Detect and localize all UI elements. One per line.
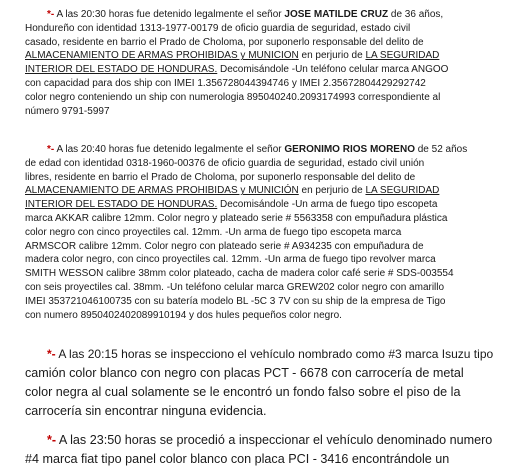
bullet-marker: *- <box>47 347 56 361</box>
text-segment: libres, residente en barrio el Prado de Choloma, por suponerlo responsable del delito de <box>25 171 416 183</box>
text-segment: madera color negro, con cinco proyectiles cal. 12mm. -Un arma de fuego tipo revolver marca <box>25 254 436 266</box>
underlined-text: LA SEGURIDAD <box>365 50 440 62</box>
underlined-text: ALMACENAMIENTO DE ARMAS PROHIBIDAS y MUNICIÓN <box>25 185 299 197</box>
bullet-marker: *- <box>47 433 57 447</box>
bullet-marker: *- <box>47 144 55 155</box>
text-segment: en perjurio de <box>298 185 366 197</box>
text-segment: con seis proyectiles cal. 38mm. -Un teléfono celular marca GREW202 color negro con amarillo <box>25 281 445 293</box>
underlined-text: INTERIOR DEL ESTADO DE HONDURAS. <box>25 64 218 76</box>
text-segment: de edad con identidad 0318-1960-00376 de oficio guardia de seguridad, estado civil unión <box>25 157 425 169</box>
text-segment: casado, residente en barrio el Prado de Choloma, por suponerlo responsable del delito de <box>25 36 424 48</box>
text-line <box>25 198 495 212</box>
text-line <box>25 8 495 22</box>
text-segment: carrocería sin encontrar ninguna evidencia. <box>25 404 267 418</box>
text-segment: IMEI 353721046100735 con su batería modelo BL -5C 3 7V con su ship de la empresa de Tigo <box>25 295 446 307</box>
underlined-text: INTERIOR DEL ESTADO DE HONDURAS. <box>25 199 218 211</box>
text-segment: marca AKKAR calibre 12mm. Color negro y plateado serie # 5563358 con empuñadura plástica <box>25 212 448 224</box>
text-segment: color negra al cual solamente se le encontró un fondo falso sobre el piso de la <box>25 385 461 399</box>
text-line <box>25 49 495 63</box>
text-segment: A las 20:40 horas fue detenido legalmente el señor <box>54 144 285 155</box>
text-segment: de 36 años, <box>388 9 444 20</box>
paragraph-detention-geronimo-rios-moreno <box>25 143 495 322</box>
text-line <box>25 309 495 323</box>
text-line <box>25 226 495 240</box>
text-segment: A las 20:15 horas se inspecciono el vehículo nombrado como #3 marca Isuzu tipo <box>55 347 494 361</box>
text-line <box>25 240 495 254</box>
text-line <box>25 431 495 450</box>
text-segment: SMITH WESSON calibre 38mm color plateado, cacha de madera color café serie # SDS-003554 <box>25 268 454 280</box>
underlined-text: ALMACENAMIENTO DE ARMAS PROHIBIDAS y MUNICION <box>25 50 299 62</box>
text-segment: en perjurio de <box>298 50 366 62</box>
text-line <box>25 105 495 119</box>
text-line <box>25 157 495 171</box>
text-segment: Decomisándole -Un arma de fuego tipo escopeta <box>217 199 438 211</box>
text-line <box>25 295 495 309</box>
text-line <box>25 383 495 402</box>
text-line <box>25 345 495 364</box>
text-segment: color negro con cinco proyectiles cal. 12mm. -Un arma de fuego tipo escopeta marca <box>25 226 402 238</box>
text-line <box>25 184 495 198</box>
text-segment: Decomisándole -Un teléfono celular marca ANGOO <box>217 64 449 76</box>
text-segment: A las 20:30 horas fue detenido legalmente el señor <box>54 9 285 20</box>
text-segment: camión color blanco con negro con placas PCT - 6678 con carrocería de metal <box>25 366 464 380</box>
text-line <box>25 143 495 157</box>
text-segment: ARMSCOR calibre 12mm. Color negro con plateado serie # A934235 con empuñadura de <box>25 240 424 252</box>
underlined-text: LA SEGURIDAD <box>365 185 440 197</box>
text-segment: Hondureño con identidad 1313-1977-00179 de oficio guardia de seguridad, estado civil <box>25 22 411 34</box>
text-line <box>25 212 495 226</box>
text-line <box>25 36 495 50</box>
text-line <box>25 22 495 36</box>
person-name: GERONIMO RIOS MORENO <box>284 144 415 155</box>
paragraph-inspection-vehicle-3 <box>25 345 495 421</box>
text-line <box>25 91 495 105</box>
text-line <box>25 171 495 185</box>
text-line <box>25 267 495 281</box>
text-segment: con capacidad para dos ship con IMEI 1.356728044394746 y IMEI 2.35672804429292742 <box>25 77 426 89</box>
paragraph-inspection-vehicle-4 <box>25 431 495 469</box>
person-name: JOSE MATILDE CRUZ <box>284 9 389 20</box>
text-line <box>25 364 495 383</box>
bullet-marker: *- <box>47 9 55 20</box>
text-line <box>25 450 495 469</box>
text-line <box>25 77 495 91</box>
text-segment: #4 marca fiat tipo panel color blanco con placa PCI - 3416 encontrándole un <box>25 452 450 466</box>
text-line <box>25 281 495 295</box>
text-segment: de 52 años <box>414 144 468 155</box>
text-segment: A las 23:50 horas se procedió a inspeccionar el vehículo denominado numero <box>56 433 493 447</box>
text-line <box>25 402 495 421</box>
text-segment: color negro conteniendo un ship con numerologia 895040240.2093174993 correspondiente al <box>25 91 441 103</box>
text-line <box>25 253 495 267</box>
text-segment: número 9791-5997 <box>25 105 110 117</box>
paragraph-detention-jose-matilde-cruz <box>25 8 495 118</box>
text-segment: con numero 8950402402089910194 y dos hules pequeños color negro. <box>25 309 342 321</box>
text-line <box>25 63 495 77</box>
